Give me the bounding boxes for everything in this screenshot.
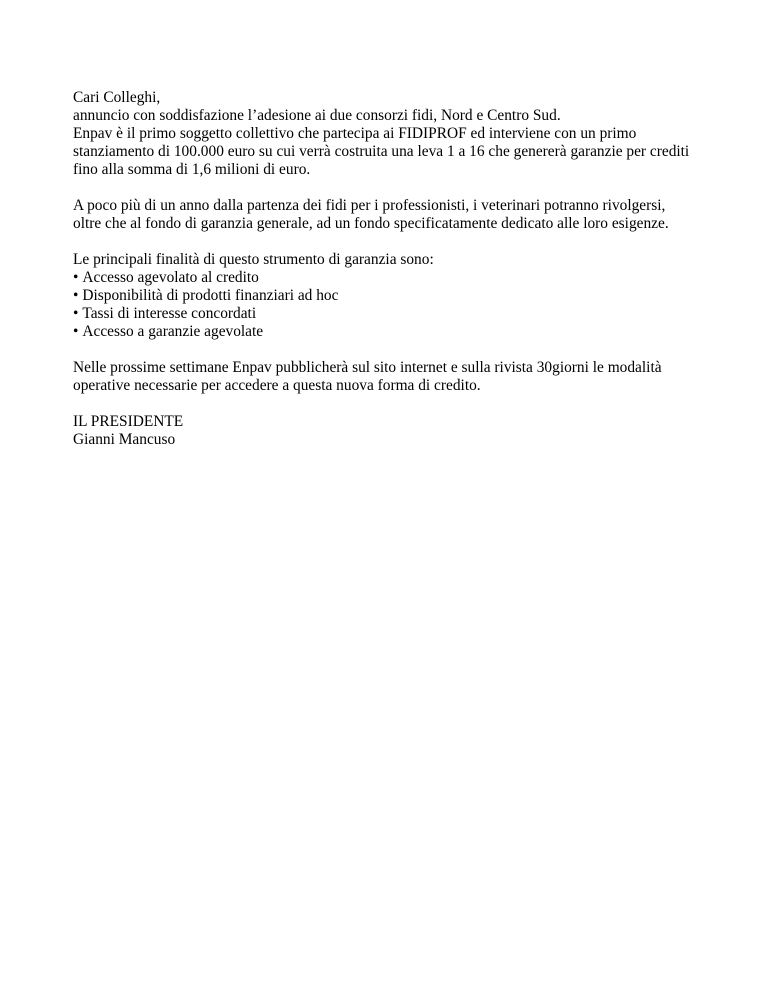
bullet-icon: • (73, 305, 79, 322)
list-item (73, 287, 733, 305)
paragraph-line: oltre che al fondo di garanzia generale, ad un fondo specificatamente dedicato alle loro esigenze. (73, 215, 669, 232)
purposes-heading: Le principali finalità di questo strumento di garanzia sono: (73, 251, 434, 268)
paragraph-line: operative necessarie per accedere a questa nuova forma di credito. (73, 377, 481, 394)
list-item-text: Disponibilità di prodotti finanziari ad hoc (82, 287, 339, 304)
intro-line: fino alla somma di 1,6 milioni di euro. (73, 161, 311, 178)
signature-name: Gianni Mancuso (73, 431, 176, 448)
paragraph-line: Nelle prossime settimane Enpav pubblicherà sul sito internet e sulla rivista 30giorni le modalità (73, 359, 662, 376)
letter-body (73, 89, 733, 467)
signature-block (73, 413, 733, 449)
professionals-paragraph (73, 197, 733, 233)
signature-title: IL PRESIDENTE (73, 413, 184, 430)
intro-paragraph (73, 89, 733, 179)
greeting: Cari Colleghi, (73, 89, 161, 106)
list-item-text: Accesso agevolato al credito (82, 269, 259, 286)
paragraph-line: A poco più di un anno dalla partenza dei fidi per i professionisti, i veterinari potranno rivolgersi, (73, 197, 666, 214)
bullet-icon: • (73, 287, 79, 304)
intro-line: Enpav è il primo soggetto collettivo che partecipa ai FIDIPROF ed interviene con un primo (73, 125, 637, 142)
bullet-icon: • (73, 323, 79, 340)
bullet-icon: • (73, 269, 79, 286)
list-item (73, 269, 733, 287)
next-weeks-paragraph (73, 359, 733, 395)
list-item (73, 323, 733, 341)
list-item-text: Accesso a garanzie agevolate (82, 323, 264, 340)
purposes-list (73, 269, 733, 341)
purposes-section (73, 251, 733, 341)
intro-line: annuncio con soddisfazione l’adesione ai due consorzi fidi, Nord e Centro Sud. (73, 107, 561, 124)
list-item-text: Tassi di interesse concordati (82, 305, 257, 322)
intro-line: stanziamento di 100.000 euro su cui verrà costruita una leva 1 a 16 che genererà garanzie per crediti (73, 143, 690, 160)
list-item (73, 305, 733, 323)
